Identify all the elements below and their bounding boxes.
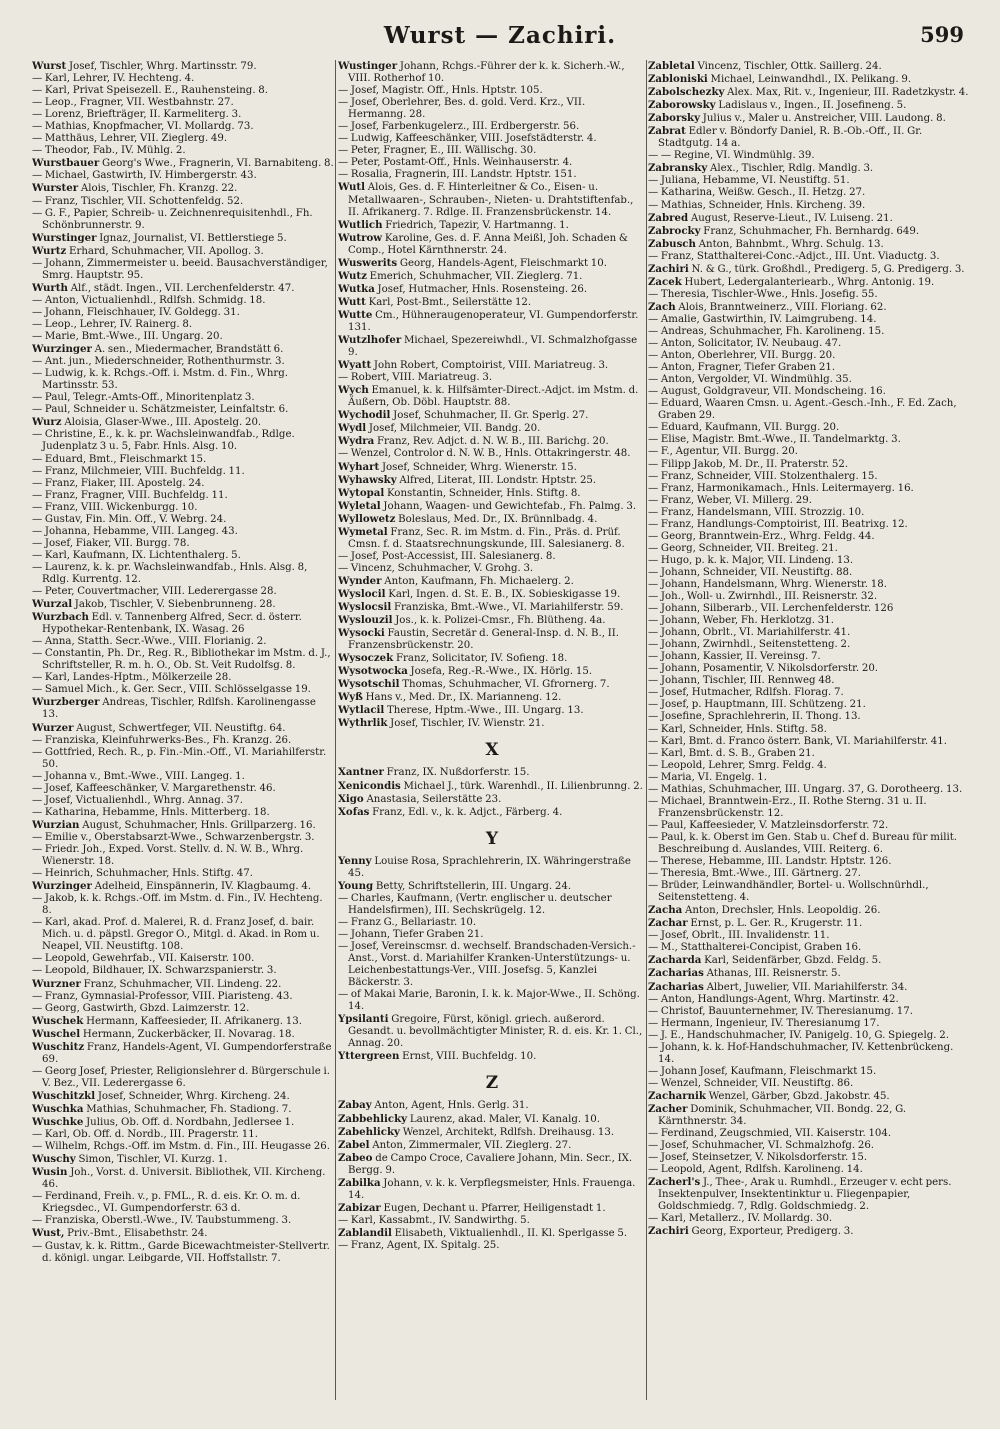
directory-entry: Wurzbach Edl. v. Tannenberg Alfred, Secr. d. österr. Hypothekar-Rentenbank, IX. Wasag. 26 — [32, 611, 302, 636]
directory-entry: Xantner Franz, IX. Nußdorferstr. 15. — [338, 766, 530, 779]
directory-entry: — Constantin, Ph. Dr., Reg. R., Bibliothekar im Mstm. d. J., Schriftsteller, R. m. h. O., Ob. St. Veit Rudolfsg. 8. — [32, 648, 331, 672]
directory-entry: — Josef, Post-Accessist, III. Salesianerg. 8. — [338, 550, 556, 562]
directory-entry: — Eduard, Bmt., Fleischmarkt 15. — [32, 453, 207, 465]
directory-entry: — Peter, Couvertmacher, VIII. Lederergasse 28. — [32, 586, 277, 598]
directory-entry: — Georg Josef, Priester, Religionslehrer d. Bürgerschule i. V. Bez., VII. Lederergasse 6. — [32, 1065, 330, 1089]
directory-entry: — Franz, Tischler, VII. Schottenfeldg. 52. — [32, 195, 244, 207]
directory-entry: — Leopold, Gewehrfab., VII. Kaiserstr. 100. — [32, 953, 255, 965]
directory-entry: Wuschitz Franz, Handels-Agent, VI. Gumpendorferstraße 69. — [32, 1040, 332, 1065]
directory-entry: — Maria, VI. Engelg. 1. — [648, 771, 767, 783]
directory-entry: — Johann, Handelsmann, Whrg. Wienerstr. 18. — [648, 578, 887, 590]
section-letter-heading: X — [485, 740, 499, 761]
directory-entry: — Joh., Woll- u. Zwirnhdl., III. Reisnerstr. 32. — [648, 591, 878, 603]
directory-entry: Wustinger Johann, Rchgs.-Führer der k. k. Sicherh.-W., VIII. Rotherhof 10. — [338, 60, 625, 85]
directory-entry: — Gustav, Fin. Min. Off., V. Webrg. 24. — [32, 513, 227, 525]
directory-entry: Zacherl's J., Thee-, Arak u. Rumhdl., Erzeuger v. echt pers. Insektenpulver, Insektentinktur u. Fliegenpapier, Goldschmiedg. 7, Rdlg. Goldschmiedg. 2. — [648, 1176, 952, 1213]
directory-entry: Wyhart Josef, Schneider, Whrg. Wienerstr. 15. — [338, 460, 577, 473]
directory-entry: — Johann, Posamentir, V. Nikolsdorferstr. 20. — [648, 663, 879, 675]
directory-entry: — Anna, Statth. Secr.-Wwe., VIII. Florianig. 2. — [32, 636, 267, 648]
directory-entry: — August, Goldgraveur, VII. Mondscheing. 16. — [648, 386, 886, 398]
directory-entry: Xofas Franz, Edl. v., k. k. Adjct., Färberg. 4. — [338, 805, 563, 818]
directory-entry: — Friedr. Joh., Exped. Vorst. Stellv. d. N. W. B., Whrg. Wienerstr. 18. — [32, 844, 304, 868]
directory-entry: — Juliana, Hebamme, VI. Neustiftg. 51. — [648, 175, 850, 187]
directory-entry: — Franz, Schneider, VIII. Stolzenthalerg. 15. — [648, 470, 878, 482]
directory-entry: Zach Alois, Branntweinerz., VIII. Floriang. 62. — [648, 300, 887, 313]
directory-entry: — Jakob, k. k. Rchgs.-Off. im Mstm. d. Fin., IV. Hechteng. 8. — [32, 893, 323, 917]
directory-entry: — J. E., Handschuhmacher, IV. Panigelg. 10, G. Spiegelg. 2. — [648, 1029, 949, 1041]
directory-entry: — Josef, Steinsetzer, V. Nikolsdorferstr. 15. — [648, 1152, 868, 1164]
directory-entry: Wurzian August, Schuhmacher, Hnls. Grillparzerg. 16. — [32, 818, 316, 831]
directory-entry: Wurst Josef, Tischler, Whrg. Martinsstr. 79. — [32, 60, 257, 72]
directory-entry: Wurzinger A. sen., Miedermacher, Brandstätt 6. — [32, 343, 284, 356]
directory-entry: — Leop., Fragner, VII. Westbahnstr. 27. — [32, 97, 234, 109]
directory-entry: — Leopold, Bildhauer, IX. Schwarzspanierstr. 3. — [32, 965, 277, 977]
directory-entry: Wuschek Hermann, Kaffeesieder, II. Afrikanerg. 13. — [32, 1014, 302, 1027]
directory-entry: Yttergreen Ernst, VIII. Buchfeldg. 10. — [338, 1050, 537, 1063]
directory-entry: Zacharias Albert, Juwelier, VII. Mariahilferstr. 34. — [648, 980, 908, 993]
directory-entry: Wymetal Franz, Sec. R. im Mstm. d. Fin., Präs. d. Prüf. Cmsn. f. d. Staatsrechnungskunde, III. Salesianerg. 8. — [338, 525, 625, 550]
directory-entry: — Paul, k. k. Oberst im Gen. Stab u. Chef d. Bureau für milit. Beschreibung d. Auslandes, VIII. Reiterg. 6. — [648, 831, 958, 855]
directory-entry: — Marie, Bmt.-Wwe., III. Ungarg. 20. — [32, 331, 223, 343]
directory-entry: Wuschke Julius, Ob. Off. d. Nordbahn, Jedlersee 1. — [32, 1116, 295, 1129]
directory-entry: — Mathias, Schuhmacher, III. Ungarg. 37, G. Dorotheerg. 13. — [648, 783, 963, 795]
directory-entry: Zachiri N. & G., türk. Großhdl., Predigerg. 5, G. Predigerg. 3. — [648, 262, 965, 275]
column-divider — [335, 60, 336, 1400]
directory-entry: — Josef, Victualienhdl., Whrg. Annag. 37. — [32, 794, 243, 806]
directory-entry: — Franziska, Oberstl.-Wwe., IV. Taubstummeng. 3. — [32, 1215, 292, 1227]
directory-entry: — Anton, Handlungs-Agent, Whrg. Martinstr. 42. — [648, 993, 899, 1005]
directory-entry: Zabizar Eugen, Dechant u. Pfarrer, Heiligenstadt 1. — [338, 1201, 606, 1214]
directory-entry: — Mathias, Schneider, Hnls. Kircheng. 39. — [648, 199, 866, 211]
page-header — [24, 18, 976, 58]
directory-entry: — Karl, Kassabmt., IV. Sandwirthg. 5. — [338, 1214, 530, 1226]
directory-entry: — Therese, Hebamme, III. Landstr. Hptstr. 126. — [648, 856, 892, 868]
directory-entry: — Karl, Metallerz., IV. Mollardg. 30. — [648, 1213, 833, 1225]
directory-entry: — Samuel Mich., k. Ger. Secr., VIII. Schlösselgasse 19. — [32, 684, 311, 696]
directory-entry: — Franz G., Bellariastr. 10. — [338, 916, 477, 928]
directory-entry: — Amalie, Gastwirthin, IV. Laimgrubeng. 14. — [648, 313, 877, 325]
directory-entry: — Franz, Fiaker, III. Apostelg. 24. — [32, 477, 205, 489]
directory-entry: — Elise, Magistr. Bmt.-Wwe., II. Tandelmarktg. 3. — [648, 434, 901, 446]
page-number: 599 — [920, 22, 964, 47]
directory-entry: Wynder Anton, Kaufmann, Fh. Michaelerg. 2. — [338, 574, 574, 587]
column-3 — [648, 60, 970, 1415]
directory-entry: Wurz Aloisia, Glaser-Wwe., III. Apostelg. 20. — [32, 416, 262, 429]
directory-entry: — Josef, Hutmacher, Rdlfsh. Florag. 7. — [648, 687, 844, 699]
directory-entry: — Laurenz, k. k. pr. Wachsleinwandfab., Hnls. Alsg. 8, Rdlg. Kurrentg. 12. — [32, 561, 308, 585]
directory-entry: Wurzinger Adelheid, Einspännerin, IV. Klagbaumg. 4. — [32, 880, 312, 893]
directory-entry: — Hugo, p. k. k. Major, VII. Lindeng. 13. — [648, 554, 854, 566]
directory-entry: Zachiri Georg, Exporteur, Predigerg. 3. — [648, 1225, 854, 1238]
directory-entry: Wurstinger Ignaz, Journalist, VI. Bettlerstiege 5. — [32, 231, 287, 244]
directory-entry: Zabusch Anton, Bahnbmt., Whrg. Schulg. 13. — [648, 237, 884, 250]
directory-entry: Wythrlik Josef, Tischler, IV. Wienstr. 21. — [338, 717, 545, 730]
directory-entry: Wuswerits Georg, Handels-Agent, Fleischmarkt 10. — [338, 256, 607, 269]
directory-entry: Zabay Anton, Agent, Hnls. Gerlg. 31. — [338, 1099, 529, 1112]
directory-entry: Zachar Ernst, p. L. Ger. R., Krugerstr. 11. — [648, 917, 863, 930]
directory-entry: Wutrow Karoline, Ges. d. F. Anna Meißl, Joh. Schaden & Comp., Hotel Kärnthnerstr. 24. — [338, 231, 628, 256]
directory-entry: Zabrat Edler v. Böndorfy Daniel, R. B.-Ob.-Off., II. Gr. Stadtgutg. 14 a. — [648, 125, 923, 150]
directory-entry: — Mathias, Knopfmacher, VI. Mollardg. 73. — [32, 121, 254, 133]
directory-entry: — Josef, Farbenkugelerz., III. Erdbergerstr. 56. — [338, 121, 580, 133]
directory-entry: Zacharias Athanas, III. Reisnerstr. 5. — [648, 967, 841, 980]
directory-entry: Wytopal Konstantin, Schneider, Hnls. Stiftg. 8. — [338, 486, 581, 499]
directory-entry: Wych Emanuel, k. k. Hilfsämter-Direct.-Adjct. im Mstm. d. Äußern, Ob. Döbl. Hauptstr. 88. — [338, 384, 639, 409]
directory-entry: Zacharda Karl, Seidenfärber, Gbzd. Feldg. 5. — [648, 954, 882, 967]
directory-entry: — Franz, Statthalterei-Conc.-Adjct., III. Unt. Viaductg. 3. — [648, 250, 940, 262]
directory-entry: — Josef, Kaffeeschänker, V. Margarethenstr. 46. — [32, 782, 276, 794]
column-2 — [338, 60, 646, 1415]
directory-entry: — Karl, Kaufmann, IX. Lichtenthalerg. 5. — [32, 549, 241, 561]
directory-entry: Wuschitzkl Josef, Schneider, Whrg. Kircheng. 24. — [32, 1089, 290, 1102]
directory-entry: — Franz, Milchmeier, VIII. Buchfeldg. 11. — [32, 465, 245, 477]
directory-entry: Zabel Anton, Zimmermaler, VII. Zieglerg. 27. — [338, 1138, 572, 1151]
directory-entry: — Johann, Tiefer Graben 21. — [338, 928, 484, 940]
directory-entry: Wuschy Simon, Tischler, VI. Kurzg. 1. — [32, 1153, 228, 1166]
directory-entry: — Josef, Fiaker, VII. Burgg. 78. — [32, 537, 190, 549]
directory-entry: Wurster Alois, Tischler, Fh. Kranzg. 22. — [32, 182, 238, 195]
directory-entry: — Georg, Branntwein-Erz., Whrg. Feldg. 44. — [648, 530, 875, 542]
directory-entry: — Brüder, Leinwandhändler, Bortel- u. Wollschnürhdl., Seitenstetteng. 4. — [648, 880, 929, 904]
directory-entry: — Theresia, Tischler-Wwe., Hnls. Josefig. 55. — [648, 288, 878, 300]
directory-entry: — Ferdinand, Zeugschmied, VII. Kaiserstr. 104. — [648, 1128, 892, 1140]
directory-entry: — Michael, Branntwein-Erz., II. Rothe Sterng. 31 u. II. Franzensbrückenstr. 12. — [648, 795, 927, 819]
directory-entry: Zacha Anton, Drechsler, Hnls. Leopoldig. 26. — [648, 904, 881, 917]
directory-entry: Wuschel Hermann, Zuckerbäcker, II. Novarag. 18. — [32, 1027, 295, 1040]
directory-entry: — Franz, Gymnasial-Professor, VIII. Piaristeng. 43. — [32, 990, 293, 1002]
directory-entry: Wysotschil Thomas, Schuhmacher, VI. Gfrornerg. 7. — [338, 678, 610, 691]
column-divider — [646, 60, 647, 1400]
directory-entry: — Josef, p. Hauptmann, III. Schützeng. 21. — [648, 699, 866, 711]
directory-entry: Zablandil Elisabeth, Viktualienhdl., II. Kl. Sperlgasse 5. — [338, 1226, 628, 1239]
directory-entry: Wyslocil Karl, Ingen. d. St. E. B., IX. Sobieskigasse 19. — [338, 587, 621, 600]
directory-entry: Young Betty, Schriftstellerin, III. Ungarg. 24. — [338, 879, 572, 892]
directory-entry: — Karl, akad. Prof. d. Malerei, R. d. Franz Josef, d. bair. Mich. u. d. päpstl. Gregor O., Mitgl. d. Akad. in Rom u. Neapel, VII. Neustiftg. 108. — [32, 917, 320, 953]
directory-entry: Wutzlhofer Michael, Spezereiwhdl., VI. Schmalzhofgasse 9. — [338, 334, 638, 359]
directory-entry: Wyletal Johann, Waagen- und Gewichtefab., Fh. Palmg. 3. — [338, 499, 637, 512]
directory-entry: — Johann, k. k. Hof-Handschuhmacher, IV. Kettenbrückeng. 14. — [648, 1041, 954, 1065]
directory-entry: Wutka Josef, Hutmacher, Hnls. Rosensteing. 26. — [338, 282, 588, 295]
directory-entry: — Katharina, Weißw. Gesch., II. Hetzg. 27. — [648, 187, 866, 199]
directory-entry: — Christine, E., k. k. pr. Wachsleinwandfab., Rdlge. Judenplatz 3 u. 5, Fabr. Hnls. Alsg. 10. — [32, 429, 295, 453]
directory-entry: — Katharina, Hebamme, Hnls. Mitterberg. 18. — [32, 806, 270, 818]
column-1 — [32, 60, 334, 1415]
directory-entry: — Josef, Magistr. Off., Hnls. Hptstr. 105. — [338, 85, 543, 97]
directory-entry: — Johanna, Hebamme, VIII. Langeg. 43. — [32, 525, 238, 537]
directory-entry: — Robert, VIII. Mariatreug. 3. — [338, 372, 493, 384]
directory-entry: Wytlacil Therese, Hptm.-Wwe., III. Ungarg. 13. — [338, 704, 584, 717]
directory-entry: — Eduard, Kaufmann, VII. Burgg. 20. — [648, 422, 840, 434]
directory-entry: Zaborsky Julius v., Maler u. Anstreicher, VIII. Laudong. 8. — [648, 112, 946, 125]
directory-entry: — Leopold, Agent, Rdlfsh. Karolineng. 14. — [648, 1164, 863, 1176]
directory-entry: — Paul, Kaffeesieder, V. Matzleinsdorferstr. 72. — [648, 819, 889, 831]
directory-entry: — Franz, Fragner, VIII. Buchfeldg. 11. — [32, 489, 228, 501]
directory-entry: — Franz, VIII. Wickenburgg. 10. — [32, 501, 198, 513]
directory-entry: Xigo Anastasia, Seilerstätte 23. — [338, 792, 502, 805]
directory-entry: Zabred August, Reserve-Lieut., IV. Luiseng. 21. — [648, 211, 893, 224]
directory-entry: Wusin Joh., Vorst. d. Universit. Bibliothek, VII. Kircheng. 46. — [32, 1166, 326, 1191]
directory-entry: — Johanna v., Bmt.-Wwe., VIII. Langeg. 1. — [32, 770, 245, 782]
directory-entry: — Lorenz, Briefträger, II. Karmeliterg. 3. — [32, 109, 242, 121]
directory-entry: Wurtz Erhard, Schuhmacher, VII. Apollog. 3. — [32, 244, 264, 257]
directory-entry: — Karl, Landes-Hptm., Mölkerzeile 28. — [32, 672, 232, 684]
directory-entry: Wyatt John Robert, Comptoirist, VIII. Mariatreug. 3. — [338, 359, 609, 372]
directory-entry: — Anton, Solicitator, IV. Neubaug. 47. — [648, 338, 842, 350]
directory-entry: Wutte Cm., Hühneraugenoperateur, VI. Gumpendorferstr. 131. — [338, 308, 639, 333]
directory-entry: Zabransky Alex., Tischler, Rdlg. Mandlg. 3. — [648, 162, 874, 175]
directory-entry: — Vincenz, Schuhmacher, V. Grohg. 3. — [338, 562, 534, 574]
directory-entry: — of Makai Marie, Baronin, I. k. k. Major-Wwe., II. Schöng. 14. — [338, 989, 640, 1013]
directory-entry: — Josefine, Sprachlehrerin, II. Thong. 13. — [648, 711, 861, 723]
directory-entry: Wutt Karl, Post-Bmt., Seilerstätte 12. — [338, 295, 532, 308]
directory-entry: Zabbehlicky Laurenz, akad. Maler, VI. Kanalg. 10. — [338, 1112, 601, 1125]
directory-entry: — Ludwig, Kaffeeschänker, VIII. Josefstädterstr. 4. — [338, 133, 597, 145]
directory-entry: — Wenzel, Schneider, VII. Neustiftg. 86. — [648, 1077, 854, 1089]
directory-entry: Wydra Franz, Rev. Adjct. d. N. W. B., III. Barichg. 20. — [338, 435, 609, 448]
directory-entry: Zacher Dominik, Schuhmacher, VII. Bondg. 22, G. Kärnthnerstr. 34. — [648, 1102, 907, 1128]
directory-entry: — Johann, Kassier, II. Vereinsg. 7. — [648, 651, 821, 663]
directory-entry: — Karl, Bmt. d. S. B., Graben 21. — [648, 747, 815, 759]
directory-entry: Wust, Priv.-Bmt., Elisabethstr. 24. — [32, 1227, 208, 1240]
directory-entry: — Johann, Fleischhauer, IV. Goldegg. 31. — [32, 306, 240, 318]
directory-entry: — Johann Josef, Kaufmann, Fleischmarkt 15. — [648, 1065, 877, 1077]
directory-entry: — Theresia, Bmt.-Wwe., III. Gärtnerg. 27. — [648, 868, 861, 880]
directory-entry: Wyllowetz Boleslaus, Med. Dr., IX. Brünnlbadg. 4. — [338, 512, 598, 525]
directory-entry: — Leopold, Lehrer, Smrg. Feldg. 4. — [648, 759, 827, 771]
directory-entry: Wurzal Jakob, Tischler, V. Siebenbrunneng. 28. — [32, 598, 276, 611]
directory-entry: — Hermann, Ingenieur, IV. Theresianumg 17. — [648, 1017, 880, 1029]
directory-entry: Wyhawsky Alfred, Literat, III. Londstr. Hptstr. 25. — [338, 473, 597, 486]
directory-entry: Zabletal Vincenz, Tischler, Ottk. Saillerg. 24. — [648, 60, 882, 72]
directory-entry: Ypsilanti Gregoire, Fürst, königl. griech. außerord. Gesandt. u. bevollmächtigter Minister, R. d. eis. Kr. 1. Cl., Annag. 20. — [338, 1013, 643, 1050]
directory-entry: — Anton, Fragner, Tiefer Graben 21. — [648, 362, 836, 374]
directory-entry: — Anton, Vergolder, VI. Windmühlg. 35. — [648, 374, 852, 386]
directory-entry: — Heinrich, Schuhmacher, Hnls. Stiftg. 47. — [32, 868, 253, 880]
directory-entry: Wychodil Josef, Schuhmacher, II. Gr. Sperlg. 27. — [338, 409, 589, 422]
directory-entry: — Karl, Lehrer, IV. Hechteng. 4. — [32, 73, 195, 85]
directory-entry: Wutz Emerich, Schuhmacher, VII. Zieglerg. 71. — [338, 269, 583, 282]
directory-entry: — Karl, Schneider, Hnls. Stiftg. 58. — [648, 723, 827, 735]
directory-entry: — Paul, Telegr.-Amts-Off., Minoritenplatz 3. — [32, 392, 255, 404]
directory-entry: Zacek Hubert, Ledergalanteriearb., Whrg. Antonig. 19. — [648, 275, 935, 288]
directory-entry: Zabrocky Franz, Schuhmacher, Fh. Bernhardg. 649. — [648, 224, 920, 237]
directory-entry: — Karl, Privat Speisezell. E., Rauhensteing. 8. — [32, 85, 269, 97]
directory-entry: — Franz, Weber, VI. Millerg. 29. — [648, 494, 812, 506]
directory-entry: Wysotwocka Josefa, Reg.-R.-Wwe., IX. Hörlg. 15. — [338, 665, 593, 678]
directory-entry: — Peter, Fragner, E., III. Wällischg. 30. — [338, 145, 537, 157]
directory-entry: Zabehlicky Wenzel, Architekt, Rdlfsh. Dreihausg. 13. — [338, 1125, 615, 1138]
directory-entry: — Charles, Kaufmann, (Vertr. englischer u. deutscher Handelsfirmen), III. Sechskrügelg. 12. — [338, 892, 612, 916]
directory-entry: Yenny Louise Rosa, Sprachlehrerin, IX. Währingerstraße 45. — [338, 854, 631, 879]
directory-entry: — Johann, Schneider, VII. Neustiftg. 88. — [648, 566, 853, 578]
directory-entry: — Johann, Silberarb., VII. Lerchenfelderstr. 126 — [648, 603, 894, 615]
directory-entry: — M., Statthalterei-Concipist, Graben 16. — [648, 942, 862, 954]
directory-entry: — Josef, Vereinscmsr. d. wechself. Brandschaden-Versich.-Anst., Vorst. d. Mariahilfer Kranken-Unterstützungs- u. Leichenbestattungs-Ver., VIII. Josefsg. 5, Kanzlei Bäckerstr. 3. — [338, 941, 636, 989]
directory-entry: — Georg, Gastwirth, Gbzd. Laimzerstr. 12. — [32, 1002, 250, 1014]
directory-entry: — Franz, Handelsmann, VIII. Strozzig. 10. — [648, 506, 865, 518]
directory-entry: Wurzberger Andreas, Tischler, Rdlfsh. Karolinengasse 13. — [32, 696, 316, 721]
directory-entry: — Gottfried, Rech. R., p. Fin.-Min.-Off., VI. Mariahilferstr. 50. — [32, 746, 327, 770]
directory-entry: — Franz, Harmonikamach., Hnls. Leitermayerg. 16. — [648, 482, 914, 494]
directory-entry: — Rosalia, Fragnerin, III. Landstr. Hptstr. 151. — [338, 169, 577, 181]
directory-entry: Wyslouzil Jos., k. k. Polizei-Cmsr., Fh. Blütheng. 4a. — [338, 614, 606, 627]
directory-entry: Wurzner Franz, Schuhmacher, VII. Lindeng. 22. — [32, 977, 282, 990]
directory-entry: — F., Agentur, VII. Burgg. 20. — [648, 446, 798, 458]
directory-entry: — Johann, Obrlt., VI. Mariahilferstr. 41. — [648, 627, 851, 639]
directory-entry: — Andreas, Schuhmacher, Fh. Karolineng. 15. — [648, 325, 885, 337]
directory-entry: — Karl, Bmt. d. Franco österr. Bank, VI. Mariahilferstr. 41. — [648, 735, 947, 747]
directory-entry: — Johann, Tischler, III. Rennweg 48. — [648, 675, 835, 687]
directory-entry: — Emilie v., Oberstabsarzt-Wwe., Schwarzenbergstr. 3. — [32, 831, 315, 843]
directory-entry: — Franz, Agent, IX. Spitalg. 25. — [338, 1239, 500, 1251]
directory-entry: Xenicondis Michael J., türk. Warenhdl., II. Lilienbrunng. 2. — [338, 779, 643, 792]
directory-entry: — Wilhelm, Rchgs.-Off. im Mstm. d. Fin., III. Heugasse 26. — [32, 1141, 330, 1153]
directory-entry: Zabolschezky Alex. Max, Rit. v., Ingenieur, III. Radetzkystr. 4. — [648, 86, 969, 99]
directory-entry: — Wenzel, Controlor d. N. W. B., Hnls. Ottakringerstr. 48. — [338, 448, 631, 460]
directory-entry: — Paul, Schneider u. Schätzmeister, Leinfaltstr. 6. — [32, 404, 289, 416]
directory-entry: — Ludwig, k. k. Rchgs.-Off. i. Mstm. d. Fin., Whrg. Martinsstr. 53. — [32, 368, 289, 392]
directory-entry: Wurzer August, Schwertfeger, VII. Neustiftg. 64. — [32, 721, 286, 734]
running-title: Wurst — Zachiri. — [383, 22, 617, 49]
directory-entry: — Franz, Handlungs-Comptoirist, III. Beatrixg. 12. — [648, 518, 908, 530]
directory-entry: — Franziska, Kleinfuhrwerks-Bes., Fh. Kranzg. 26. — [32, 734, 292, 746]
directory-entry: — Peter, Postamt-Off., Hnls. Weinhauserstr. 4. — [338, 157, 573, 169]
directory-entry: — Eduard, Waaren Cmsn. u. Agent.-Gesch.-Inh., F. Ed. Zach, Graben 29. — [648, 398, 957, 422]
directory-entry: — Johann, Weber, Fh. Herklotzg. 31. — [648, 615, 834, 627]
directory-entry: — Ant. jun., Miederschneider, Rothenthurmstr. 3. — [32, 356, 285, 368]
directory-entry: Wyß Hans v., Med. Dr., IX. Marianneng. 12. — [338, 691, 562, 704]
directory-entry: — Theodor, Fab., IV. Mühlg. 2. — [32, 145, 186, 157]
directory-entry: — Filipp Jakob, M. Dr., II. Praterstr. 52. — [648, 458, 849, 470]
directory-entry: Zabilka Johann, v. k. k. Verpflegsmeister, Hnls. Frauenga. 14. — [338, 1176, 636, 1201]
directory-entry: — Josef, Schuhmacher, VI. Schmalzhofg. 26. — [648, 1140, 875, 1152]
directory-entry: Wurth Alf., städt. Ingen., VII. Lerchenfelderstr. 47. — [32, 281, 295, 294]
directory-entry: — Leop., Lehrer, IV. Rainerg. 8. — [32, 318, 193, 330]
directory-entry: Zaborowsky Ladislaus v., Ingen., II. Josefineng. 5. — [648, 99, 907, 112]
directory-entry: — G. F., Papier, Schreib- u. Zeichnenrequisitenhdl., Fh. Schönbrunnerstr. 9. — [32, 207, 313, 231]
directory-entry: — Matthäus, Lehrer, VII. Zieglerg. 49. — [32, 133, 228, 145]
directory-entry: Wysocki Faustin, Secretär d. General-Insp. d. N. B., II. Franzensbrückenstr. 20. — [338, 627, 620, 652]
directory-entry: Wutlich Friedrich, Tapezir, V. Hartmanng. 1. — [338, 218, 569, 231]
directory-entry: — Johann, Zimmermeister u. beeid. Bausachverständiger, Smrg. Hauptstr. 95. — [32, 257, 328, 281]
directory-entry: — Gustav, k. k. Rittm., Garde Bicewachtmeister-Stellvertr. d. königl. ungar. Leibgarde, VII. Hoffstallstr. 7. — [32, 1240, 330, 1264]
directory-entry: Wutl Alois, Ges. d. F. Hinterleitner & Co., Eisen- u. Metallwaaren-, Schrauben-, Nieten- u. Drahtstiftenfab., II. Afrikanerg. 7. Rdlge. II. Franzensbrückenstr. 14. — [338, 181, 634, 218]
directory-entry: — Anton, Oberlehrer, VII. Burgg. 20. — [648, 350, 836, 362]
directory-entry: — — Regine, VI. Windmühlg. 39. — [648, 150, 815, 162]
section-letter-heading: Y — [485, 828, 499, 849]
directory-entry: Wurstbauer Georg's Wwe., Fragnerin, VI. Barnabiteng. 8. — [32, 157, 334, 170]
directory-entry: — Karl, Ob. Off. d. Nordb., III. Pragerstr. 11. — [32, 1129, 258, 1141]
directory-entry: — Georg, Schneider, VII. Breiteg. 21. — [648, 542, 838, 554]
directory-entry: — Anton, Victualienhdl., Rdlfsh. Schmidg. 18. — [32, 294, 266, 306]
directory-entry: Wuschka Mathias, Schuhmacher, Fh. Stadiong. 7. — [32, 1102, 292, 1115]
directory-entry: Zabeo de Campo Croce, Cavaliere Johann, Min. Secr., IX. Bergg. 9. — [338, 1151, 633, 1176]
directory-entry: Wyslocsil Franziska, Bmt.-Wwe., VI. Mariahilferstr. 59. — [338, 601, 624, 614]
directory-entry: — Ferdinand, Freih. v., p. FML., R. d. eis. Kr. O. m. d. Kriegsdec., VI. Gumpendorferstr. 63 d. — [32, 1191, 301, 1215]
directory-entry: Zacharnik Wenzel, Gärber, Gbzd. Jakobstr. 45. — [648, 1089, 890, 1102]
directory-entry: — Josef, Obrlt., III. Invalidenstr. 11. — [648, 930, 830, 942]
directory-entry: Zabloniski Michael, Leinwandhdl., IX. Pelikang. 9. — [648, 73, 912, 86]
directory-entry: — Christof, Bauunternehmer, IV. Theresianumg. 17. — [648, 1005, 913, 1017]
directory-entry: — Johann, Zwirnhdl., Seitenstetteng. 2. — [648, 639, 851, 651]
section-letter-heading: Z — [485, 1073, 499, 1094]
directory-entry: Wydl Josef, Milchmeier, VII. Bandg. 20. — [338, 422, 541, 435]
directory-entry: — Michael, Gastwirth, IV. Himbergerstr. 43. — [32, 170, 257, 182]
directory-entry: — Josef, Oberlehrer, Bes. d. gold. Verd. Krz., VII. Hermanng. 28. — [338, 97, 586, 121]
directory-entry: Wysoczek Franz, Solicitator, IV. Sofieng. 18. — [338, 652, 568, 665]
